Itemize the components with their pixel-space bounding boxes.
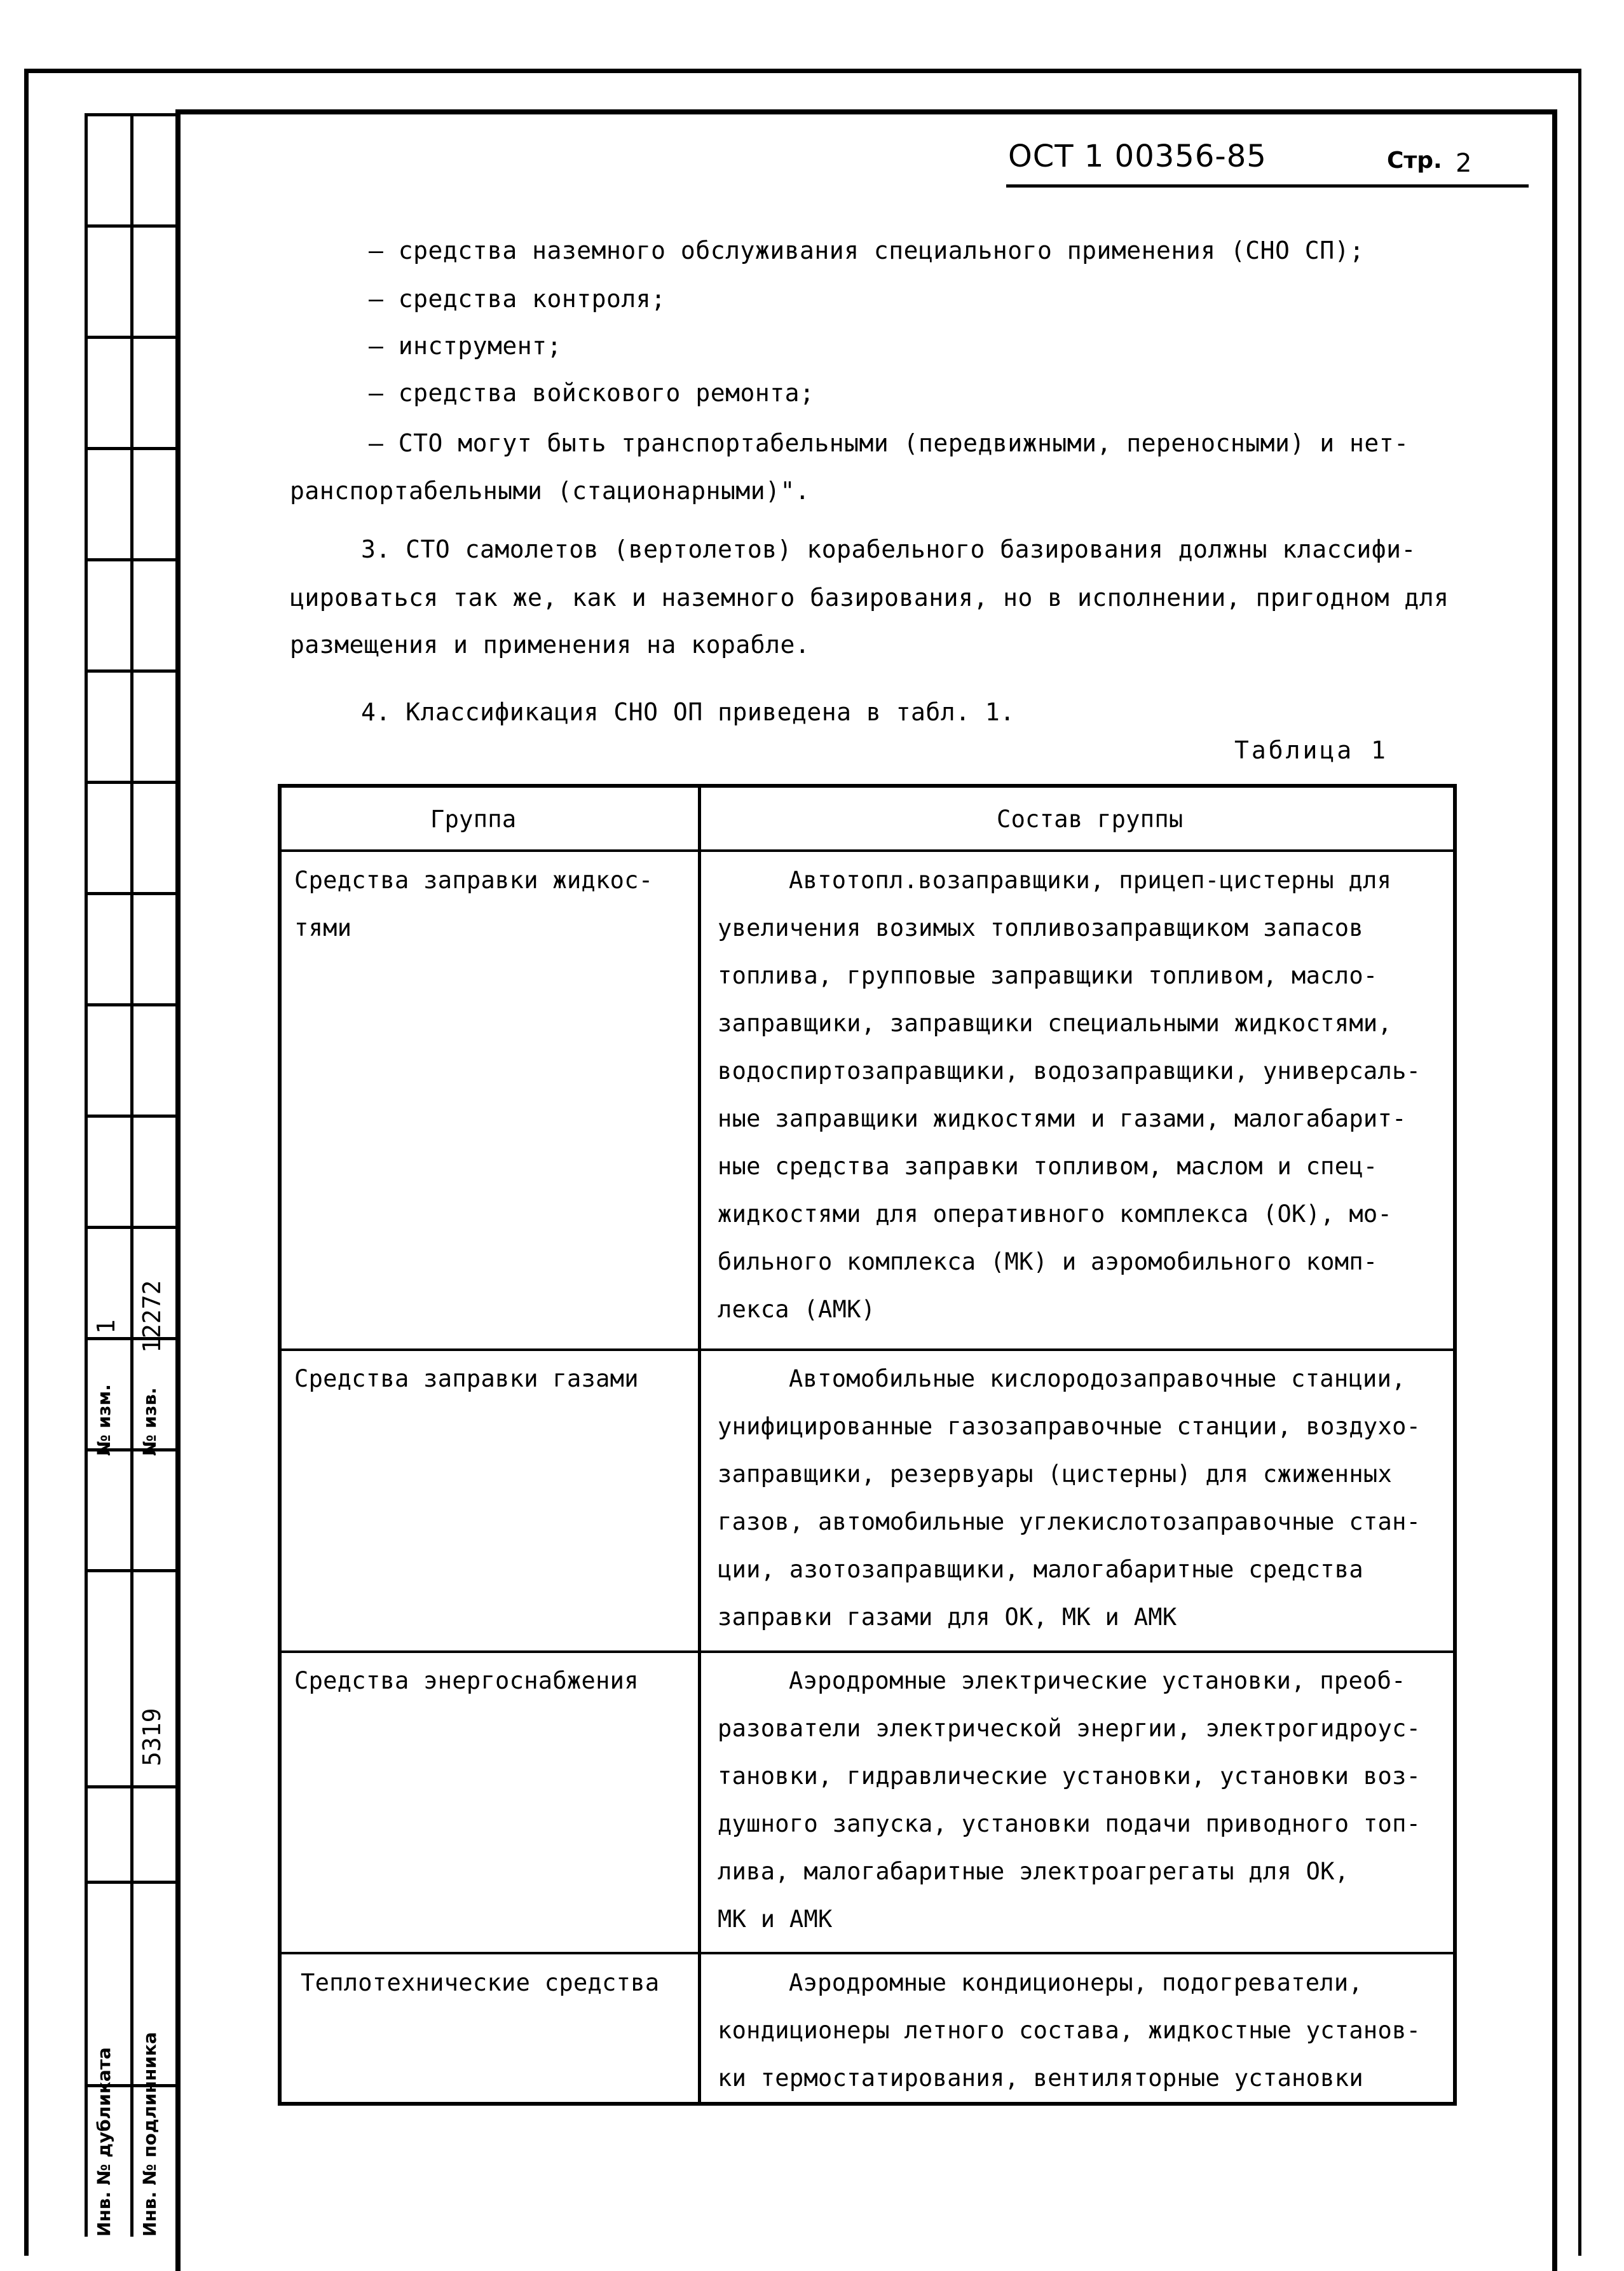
table-row-group-text: тями (294, 914, 352, 942)
table-row-content-text: Автомобильные кислородозаправочные станции, (789, 1365, 1406, 1392)
table-caption: Таблица 1 (1234, 736, 1388, 764)
table-header-content: Состав группы (997, 806, 1184, 833)
document-number: ОСТ 1 00356-85 (1008, 139, 1267, 174)
change-number-value: 1 (92, 1319, 120, 1334)
body-line: – средства контроля; (369, 285, 666, 313)
body-line: 4. Классификация СНО ОП приведена в табл. 1. (361, 698, 1015, 726)
body-line: – средства войскового ремонта; (369, 379, 815, 407)
strip-divider (85, 1003, 175, 1006)
body-line: ранспортабельными (стационарными)". (290, 477, 810, 505)
page-label: Стр. (1387, 148, 1442, 174)
strip-divider (85, 558, 175, 561)
table-row-group-text: Теплотехнические средства (301, 1969, 660, 1996)
table-row-content-text: жидкостями для оперативного комплекса (ОК), мо- (718, 1200, 1393, 1228)
table-row-content-text: топлива, групповые заправщики топливом, масло- (718, 962, 1378, 989)
table-row-content-text: Аэродромные кондиционеры, подогреватели, (789, 1969, 1363, 1996)
table-row-group-text: Средства энергоснабжения (294, 1667, 639, 1694)
table-row-content-text: лекса (АМК) (718, 1296, 876, 1323)
table-row-group-text: Средства заправки газами (294, 1365, 639, 1392)
strip-column-right (130, 113, 133, 2237)
strip-divider (85, 224, 175, 228)
table-row-content-text: лива, малогабаритные электроагрегаты для ОК, (718, 1858, 1349, 1885)
table-row-content-text: ки термостатирования, вентиляторные установки (718, 2064, 1363, 2092)
table-row-content-text: заправки газами для ОК, МК и АМК (718, 1603, 1177, 1631)
table-row-divider (282, 1348, 1453, 1351)
table-row-divider (282, 1952, 1453, 1954)
duplicate-inventory-label: Инв. № дубликата (93, 2047, 114, 2237)
table-row-content-text: унифицированные газозаправочные станции, воздухо- (718, 1413, 1421, 1440)
table-row-group-text: Средства заправки жидкос- (294, 867, 653, 894)
table-row-content-text: душного запуска, установки подачи приводного топ- (718, 1810, 1421, 1837)
strip-divider (85, 447, 175, 450)
notice-number-label: № изв. (139, 1387, 160, 1456)
strip-divider (85, 892, 175, 895)
strip-divider (85, 1115, 175, 1118)
body-line: – инструмент; (369, 332, 562, 360)
strip-divider (85, 336, 175, 339)
change-number-label: № изм. (93, 1384, 114, 1456)
table-row-content-text: разователи электрической энергии, электрогидроус- (718, 1715, 1421, 1742)
strip-divider (85, 113, 175, 116)
strip-divider (85, 1881, 175, 1884)
table-row-content-text: тановки, гидравлические установки, установки воз- (718, 1762, 1421, 1790)
side-stamp-strip (85, 113, 175, 2237)
body-line: – средства наземного обслуживания специального применения (СНО СП); (369, 237, 1365, 264)
table-row-content-text: ные средства заправки топливом, маслом и спец- (718, 1153, 1378, 1180)
table-row-content-text: кондиционеры летного состава, жидкостные установ- (718, 2017, 1421, 2044)
table-row-content-text: ции, азотозаправщики, малогабаритные средства (718, 1556, 1363, 1583)
classification-table (278, 784, 1457, 2106)
strip-divider (85, 669, 175, 673)
table-row-content-text: бильного комплекса (МК) и аэромобильного комп- (718, 1248, 1378, 1275)
table-row-divider (282, 849, 1453, 852)
table-column-divider (698, 788, 701, 2102)
table-row-content-text: Автотопл.возаправщики, прицеп-цистерны для (789, 867, 1392, 894)
table-row-divider (282, 1650, 1453, 1653)
table-row-content-text: Аэродромные электрические установки, преоб- (789, 1667, 1406, 1694)
strip-divider (85, 781, 175, 784)
table-header-group: Группа (430, 806, 517, 833)
table-row-content-text: заправщики, заправщики специальными жидкостями, (718, 1010, 1393, 1037)
strip-divider (85, 1785, 175, 1788)
header-underline (1006, 184, 1529, 188)
table-row-content-text: водоспиртозаправщики, водозаправщики, универсаль- (718, 1057, 1421, 1085)
body-line: – СТО могут быть транспортабельными (передвижными, переносными) и нет- (369, 429, 1409, 457)
strip-divider (85, 1569, 175, 1572)
body-line: цироваться так же, как и наземного базирования, но в исполнении, пригодном для (290, 584, 1449, 612)
table-row-content-text: заправщики, резервуары (цистерны) для сжиженных (718, 1460, 1393, 1488)
body-line: размещения и применения на корабле. (290, 631, 810, 659)
page-number: 2 (1456, 149, 1472, 178)
body-line: 3. СТО самолетов (вертолетов) корабельного базирования должны классифи- (361, 535, 1416, 563)
table-row-content-text: газов, автомобильные углекислотозаправочные стан- (718, 1508, 1421, 1535)
notice-number-value: 12272 (138, 1280, 166, 1353)
original-inventory-label: Инв. № подлинника (139, 2032, 160, 2237)
strip-column-left (85, 113, 88, 2237)
table-row-content-text: увеличения возимых топливозаправщиком запасов (718, 914, 1363, 942)
strip-divider (85, 1226, 175, 1229)
table-row-content-text: МК и АМК (718, 1905, 833, 1933)
original-inventory-value: 5319 (138, 1708, 166, 1766)
table-row-content-text: ные заправщики жидкостями и газами, малогабарит- (718, 1105, 1407, 1132)
